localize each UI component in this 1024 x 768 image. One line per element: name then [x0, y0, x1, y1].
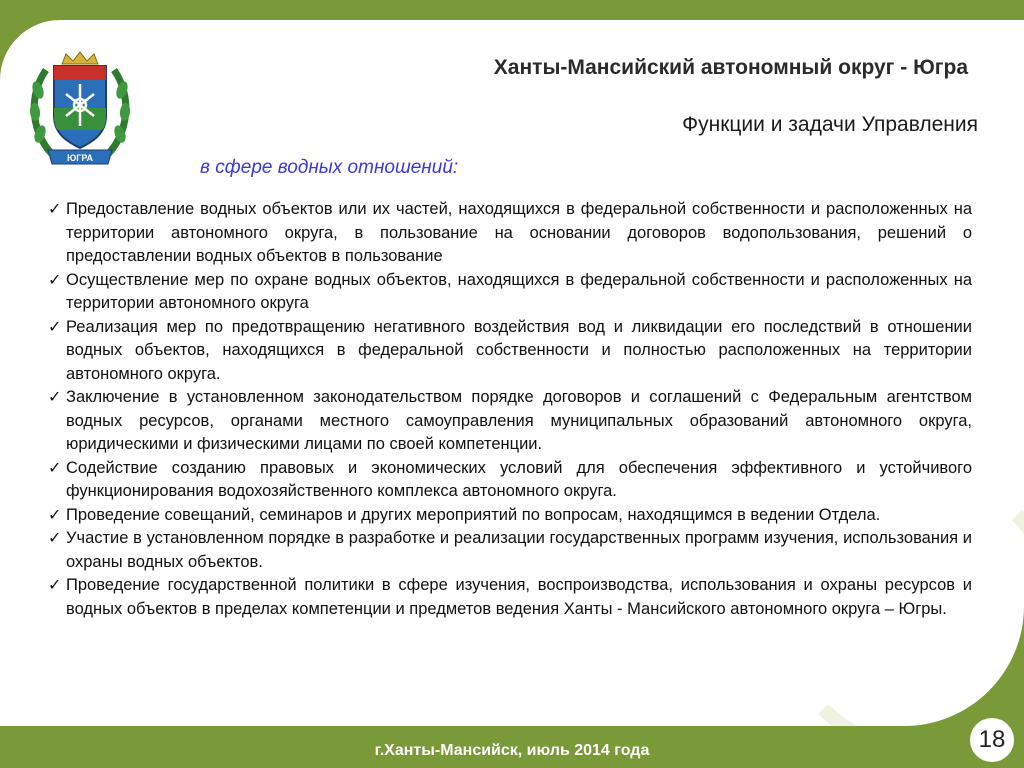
section-title: Функции и задачи Управления	[682, 113, 978, 136]
list-item-text: Проведение государственной политики в сфере изучения, воспроизводства, использования и охраны ресурсов и водных объектов в пределах компетенции и предметов ведения Ханты - Мансийского автономного округа – Югры.	[66, 576, 972, 618]
subtitle: в сфере водных отношений:	[200, 157, 459, 178]
checkmark-icon: ✓	[48, 271, 62, 289]
page-number-badge	[964, 712, 1020, 768]
slide-card	[0, 20, 1024, 726]
list-item-text: Осуществление мер по охране водных объектов, находящихся в федеральной собственности и расположенных на территории автономного округа	[66, 270, 972, 312]
list-item	[48, 198, 972, 269]
coat-of-arms-emblem	[26, 50, 134, 172]
list-item-text: Предоставление водных объектов или их частей, находящихся в федеральной собственности и расположенных на территории автономного округа, в пользование на основании договоров водопользования, решений о предоставлении водных объектов в пользование	[66, 200, 972, 265]
list-item-text: Содействие созданию правовых и экономических условий для обеспечения эффективного и устойчивого функционирования водохозяйственного комплекса автономного округа.	[66, 458, 972, 500]
checkmark-icon: ✓	[48, 389, 62, 406]
list-item-text: Проведение совещаний, семинаров и других мероприятий по вопросам, находящимся в ведении Отдела.	[66, 505, 881, 524]
checkmark-icon: ✓	[48, 201, 62, 218]
checkmark-icon: ✓	[48, 318, 62, 336]
page-number: 18	[970, 718, 1014, 762]
checkmark-icon: ✓	[48, 506, 62, 524]
checkmark-icon: ✓	[48, 577, 62, 594]
list-item	[48, 527, 972, 574]
list-item-text: Заключение в установленном законодательством порядке договоров и соглашений с Федеральным агентством водных ресурсов, органами местного самоуправления муниципальных образований автономного округа, юридическими и физическими лицами по своей компетенции.	[66, 388, 972, 453]
function-list	[48, 198, 972, 621]
list-item	[48, 269, 972, 316]
list-item	[48, 504, 972, 528]
list-item-text: Реализация мер по предотвращению негативного воздействия вод и ликвидации его последствий в отношении водных объектов, находящихся в федеральной собственности и полностью расположенных на территории автономного округа.	[66, 317, 972, 383]
list-item-text: Участие в установленном порядке в разработке и реализации государственных программ изучения, использования и охраны водных объектов.	[66, 529, 972, 571]
footer-location-date: г.Ханты-Мансийск, июль 2014 года	[374, 742, 650, 759]
list-item	[48, 457, 972, 504]
list-item	[48, 316, 972, 387]
checkmark-icon: ✓	[48, 459, 62, 477]
emblem-banner-text: ЮГРА	[66, 153, 94, 163]
list-item	[48, 386, 972, 457]
organization-title: Ханты-Мансийский автономный округ - Югра	[493, 56, 968, 79]
checkmark-icon: ✓	[48, 530, 62, 547]
list-item	[48, 574, 972, 621]
